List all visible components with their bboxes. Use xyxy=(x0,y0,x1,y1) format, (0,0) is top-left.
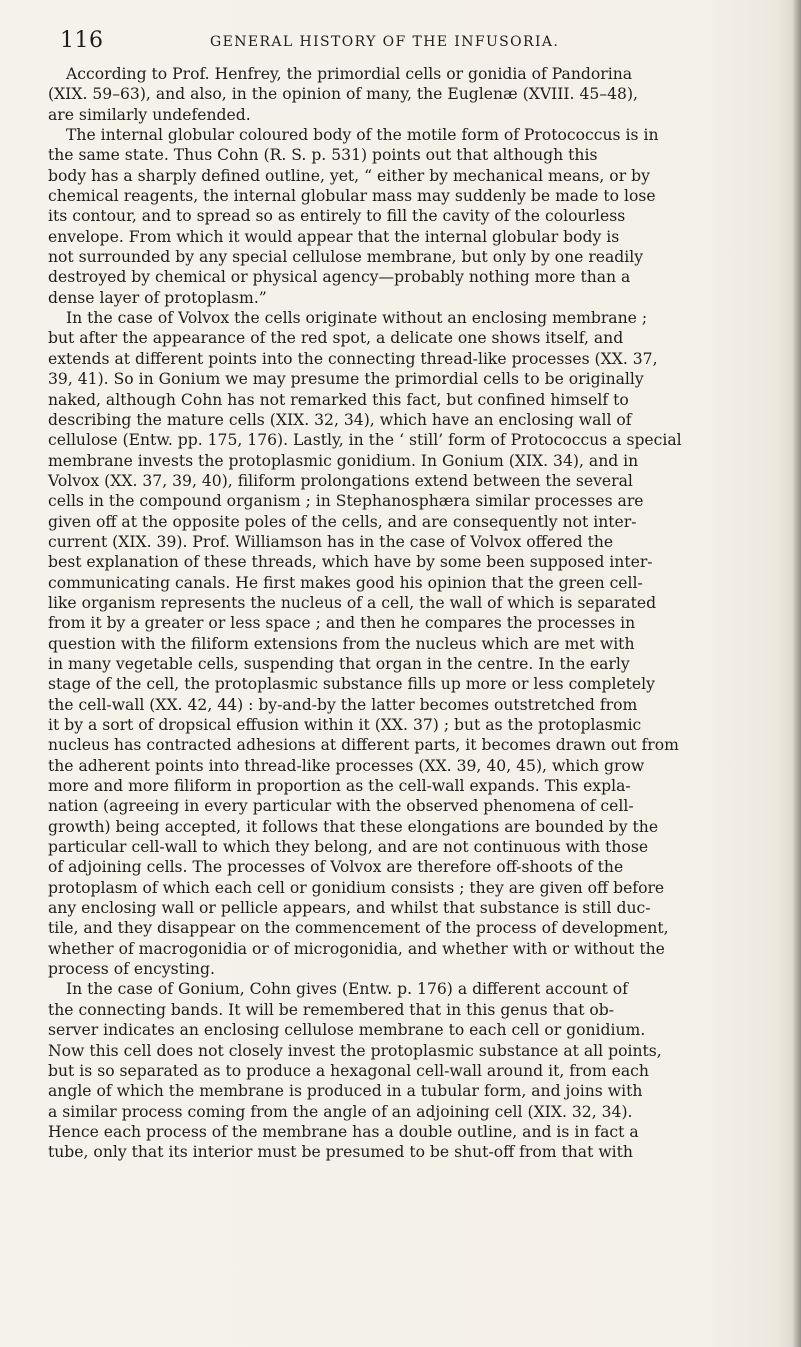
text-line: nation (agreeing in every particular with the observed phenomena of cell- xyxy=(48,797,634,816)
text-line: best explanation of these threads, which have by some been supposed inter- xyxy=(48,553,653,572)
text-line: membrane invests the protoplasmic gonidium. In Gonium (XIX. 34), and in xyxy=(48,451,639,470)
text-line: communicating canals. He first makes good his opinion that the green cell- xyxy=(48,573,643,592)
text-line: cellulose (Entw. pp. 175, 176). Lastly, in the ‘ still’ form of Protococcus a special xyxy=(48,431,682,450)
text-line: the adherent points into thread-like processes (XX. 39, 40, 45), which grow xyxy=(48,756,645,775)
page-number: 116 xyxy=(60,28,104,53)
text-line: but is so separated as to produce a hexagonal cell-wall around it, from each xyxy=(48,1061,649,1080)
text-line: like organism represents the nucleus of a cell, the wall of which is separated xyxy=(48,593,657,612)
text-line: process of encysting. xyxy=(48,960,215,979)
text-line: any enclosing wall or pellicle appears, and whilst that substance is still duc- xyxy=(48,899,651,918)
text-line: describing the mature cells (XIX. 32, 34), which have an enclosing wall of xyxy=(48,410,632,429)
text-line: not surrounded by any special cellulose membrane, but only by one readily xyxy=(48,248,644,267)
text-line: (XIX. 59–63), and also, in the opinion of many, the Euglenæ (XVIII. 45–48), xyxy=(48,85,638,104)
text-line: Volvox (XX. 37, 39, 40), filiform prolongations extend between the several xyxy=(48,471,633,490)
text-line: extends at different points into the connecting thread-like processes (XX. 37, xyxy=(48,349,658,368)
text-line: the same state. Thus Cohn (R. S. p. 531) points out that although this xyxy=(48,146,598,165)
text-line: in many vegetable cells, suspending that organ in the centre. In the early xyxy=(48,654,630,673)
text-line: but after the appearance of the red spot, a delicate one shows itself, and xyxy=(48,329,624,348)
text-line: from it by a greater or less space ; and then he compares the processes in xyxy=(48,614,636,633)
text-line: stage of the cell, the protoplasmic substance fills up more or less completely xyxy=(48,675,655,694)
running-head: GENERAL HISTORY OF THE INFUSORIA. xyxy=(210,34,560,50)
text-line: current (XIX. 39). Prof. Williamson has in the case of Volvox offered the xyxy=(48,532,614,551)
text-line: body has a sharply defined outline, yet, “ either by mechanical means, or by xyxy=(48,166,650,185)
text-line: more and more filiform in proportion as the cell-wall expands. This expla- xyxy=(48,777,631,796)
text-line: server indicates an enclosing cellulose membrane to each cell or gonidium. xyxy=(48,1021,646,1040)
text-line: The internal globular coloured body of the motile form of Protococcus is in xyxy=(66,126,659,145)
page-edge-shadow xyxy=(793,0,801,1347)
text-line: particular cell-wall to which they belong, and are not continuous with those xyxy=(48,838,649,857)
text-line: it by a sort of dropsical effusion within it (XX. 37) ; but as the protoplasmic xyxy=(48,716,642,734)
text-line: chemical reagents, the internal globular mass may suddenly be made to lose xyxy=(48,187,656,206)
text-line: In the case of Gonium, Cohn gives (Entw. p. 176) a different account of xyxy=(66,980,628,999)
text-line: dense layer of protoplasm.” xyxy=(48,288,267,307)
text-line: its contour, and to spread so as entirely to fill the cavity of the colourless xyxy=(48,207,626,226)
text-line: are similarly undefended. xyxy=(48,105,251,124)
text-line: 39, 41). So in Gonium we may presume the primordial cells to be originally xyxy=(48,370,644,389)
text-line: protoplasm of which each cell or gonidium consists ; they are given off before xyxy=(48,878,665,897)
text-line: tile, and they disappear on the commencement of the process of development, xyxy=(48,919,669,938)
text-line: a similar process coming from the angle of an adjoining cell (XIX. 32, 34). xyxy=(48,1102,633,1121)
text-line: Hence each process of the membrane has a double outline, and is in fact a xyxy=(48,1122,639,1141)
text-line: question with the filiform extensions from the nucleus which are met with xyxy=(48,634,635,653)
text-line: destroyed by chemical or physical agency—probably nothing more than a xyxy=(48,268,631,287)
body-text xyxy=(48,64,764,1163)
text-line: In the case of Volvox the cells originate without an enclosing membrane ; xyxy=(66,309,648,328)
text-line: given off at the opposite poles of the cells, and are consequently not inter- xyxy=(48,512,637,531)
text-line: According to Prof. Henfrey, the primordial cells or gonidia of Pandorina xyxy=(66,65,633,83)
text-line: the cell-wall (XX. 42, 44) : by-and-by the latter becomes outstretched from xyxy=(48,695,638,714)
text-line: nucleus has contracted adhesions at different parts, it becomes drawn out from xyxy=(48,736,679,755)
text-line: whether of macrogonidia or of microgonidia, and whether with or without the xyxy=(48,939,665,958)
text-line: tube, only that its interior must be presumed to be shut-off from that with xyxy=(48,1143,633,1162)
page-header xyxy=(60,28,700,58)
text-line: angle of which the membrane is produced in a tubular form, and joins with xyxy=(48,1082,643,1101)
text-line: naked, although Cohn has not remarked this fact, but confined himself to xyxy=(48,390,629,409)
text-line: envelope. From which it would appear that the internal globular body is xyxy=(48,227,620,246)
text-line: the connecting bands. It will be remembered that in this genus that ob- xyxy=(48,1000,615,1019)
text-line: cells in the compound organism ; in Stephanosphæra similar processes are xyxy=(48,492,644,511)
text-line: growth) being accepted, it follows that these elongations are bounded by the xyxy=(48,817,659,836)
text-line: of adjoining cells. The processes of Volvox are therefore off-shoots of the xyxy=(48,858,624,877)
text-line: Now this cell does not closely invest the protoplasmic substance at all points, xyxy=(48,1041,662,1060)
